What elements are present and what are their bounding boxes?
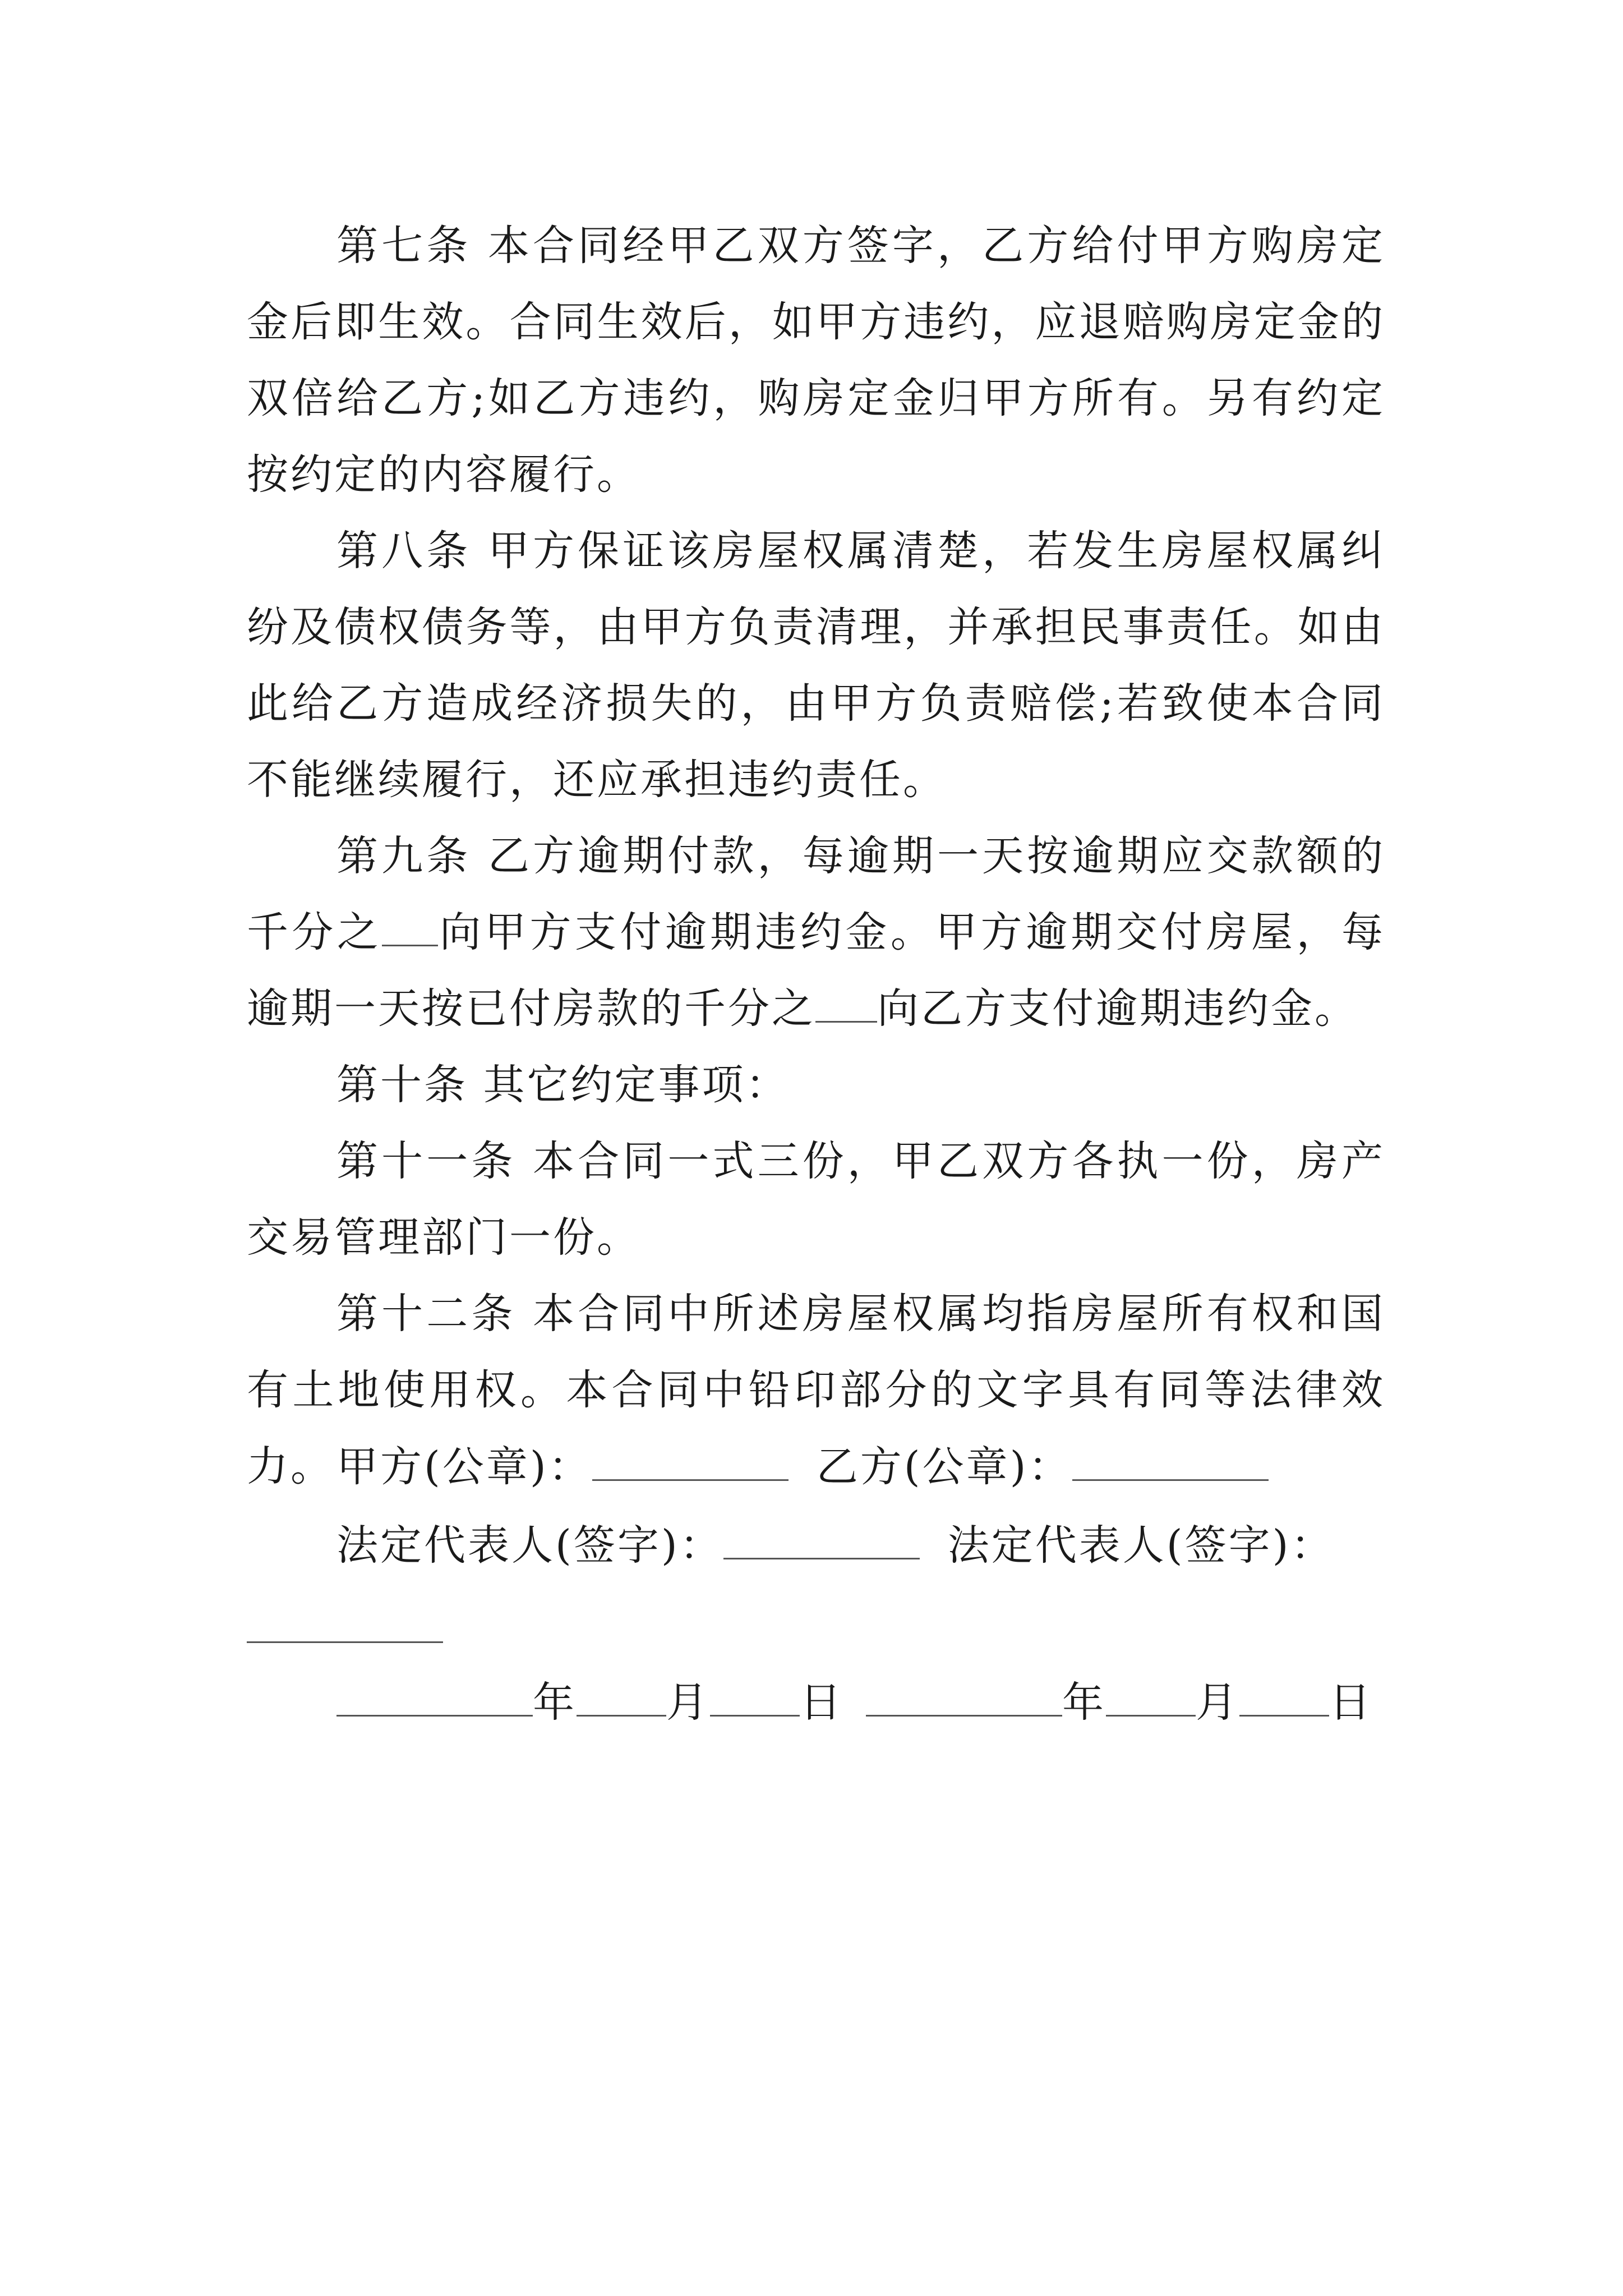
party-b-seal-label: 乙方(公章)：	[816, 1443, 1072, 1491]
date-a-year-blank	[336, 1681, 533, 1717]
article-9	[247, 818, 1385, 1047]
article-9-part2: 向甲方支付逾期违约金。甲方逾期交付房屋，每逾期一天按已付房款的千分之	[247, 908, 1385, 1033]
date-b-day-label: 日	[1329, 1678, 1373, 1727]
seal-row	[336, 1436, 1269, 1498]
date-b-year-label: 年	[1062, 1678, 1106, 1727]
party-b-rep-blank	[247, 1641, 443, 1643]
party-a-seal-blank	[592, 1446, 789, 1481]
party-a-rep-blank	[723, 1524, 920, 1559]
article-12: 第十二条 本合同中所述房屋权属均指房屋所有权和国有土地使用权。本合同中铅印部分的文字具有同等法律效力。	[247, 1290, 1385, 1490]
article-7: 第七条 本合同经甲乙双方签字，乙方给付甲方购房定金后即生效。合同生效后，如甲方违约，应退赔购房定金的双倍给乙方;如乙方违约，购房定金归甲方所有。另有约定按约定的内容履行。	[247, 222, 1385, 499]
representative-row	[336, 1515, 1335, 1576]
date-b-month-blank	[1106, 1681, 1196, 1717]
party-b-seal-blank	[1072, 1446, 1269, 1481]
article-8: 第八条 甲方保证该房屋权属清楚，若发生房屋权属纠纷及债权债务等，由甲方负责清理，并承担民事责任。如由此给乙方造成经济损失的，由甲方负责赔偿;若致使本合同不能继续履行，还应承担违约责任。	[247, 527, 1385, 804]
party-a-seal-label: 甲方(公章)：	[336, 1443, 592, 1491]
party-b-rep-label: 法定代表人(签字)：	[947, 1521, 1335, 1570]
article-11: 第十一条 本合同一式三份，甲乙双方各执一份，房产交易管理部门一份。	[247, 1137, 1385, 1262]
article-10: 第十条 其它约定事项：	[336, 1061, 790, 1109]
date-a-month-blank	[577, 1681, 666, 1717]
penalty-rate-blank-b	[815, 987, 877, 1023]
date-b-year-blank	[866, 1681, 1062, 1717]
date-b-day-blank	[1239, 1681, 1329, 1717]
article-9-part3: 向乙方支付逾期违约金。	[877, 984, 1358, 1033]
date-a-month-label: 月	[666, 1678, 710, 1727]
contract-body	[247, 208, 1385, 1504]
date-b-month-label: 月	[1196, 1678, 1239, 1727]
date-row	[336, 1672, 1373, 1733]
party-a-rep-label: 法定代表人(签字)：	[336, 1521, 723, 1570]
date-a-year-label: 年	[533, 1678, 577, 1727]
penalty-rate-blank-a	[382, 911, 438, 946]
date-a-day-label: 日	[800, 1678, 843, 1727]
date-a-day-blank	[710, 1681, 800, 1717]
article-9-part1: 第九条 乙方逾期付款，每逾期一天按逾期应交款额的千分之	[247, 832, 1385, 956]
